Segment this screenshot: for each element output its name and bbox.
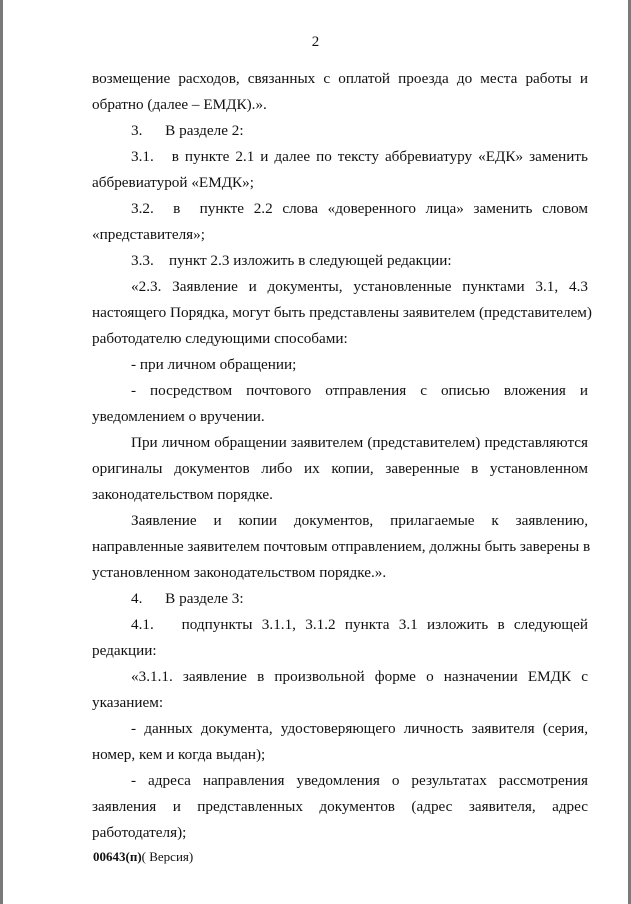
- text-line: уведомлением о вручении.: [92, 408, 265, 425]
- text-line: «представителя»;: [92, 226, 205, 243]
- text-line: оригиналы документов либо их копии, заверенные в установленном: [92, 460, 588, 477]
- list-item: - посредством почтового отправления с описью вложения и: [131, 382, 588, 399]
- text-line: установленном законодательством порядке.».: [92, 564, 387, 581]
- section-heading: 4. В разделе 3:: [131, 590, 244, 607]
- text-line: редакции:: [92, 642, 157, 659]
- list-item: - при личном обращении;: [131, 356, 297, 373]
- section-heading: 3. В разделе 2:: [131, 122, 244, 139]
- text-line: настоящего Порядка, могут быть представлены заявителем (представителем): [92, 304, 592, 321]
- text-line: «2.3. Заявление и документы, установленные пунктами 3.1, 4.3: [131, 278, 588, 295]
- text-line: работодателю следующими способами:: [92, 330, 348, 347]
- text-line: Заявление и копии документов, прилагаемые к заявлению,: [131, 512, 588, 529]
- text-line: 4.1. подпункты 3.1.1, 3.1.2 пункта 3.1 изложить в следующей: [131, 616, 588, 633]
- list-item: - адреса направления уведомления о результатах рассмотрения: [131, 772, 588, 789]
- text-line: обратно (далее – ЕМДК).».: [92, 96, 267, 113]
- document-code: 00643(п): [93, 849, 142, 864]
- text-line: 3.1. в пункте 2.1 и далее по тексту аббревиатуру «ЕДК» заменить: [131, 148, 588, 165]
- list-item: - данных документа, удостоверяющего личность заявителя (серия,: [131, 720, 588, 737]
- text-line: «3.1.1. заявление в произвольной форме о назначении ЕМДК с: [131, 668, 588, 685]
- text-line: номер, кем и когда выдан);: [92, 746, 266, 763]
- text-line: 3.3. пункт 2.3 изложить в следующей редакции:: [131, 252, 452, 269]
- text-line: аббревиатурой «ЕМДК»;: [92, 174, 254, 191]
- text-line: работодателя);: [92, 824, 187, 841]
- text-line: заявления и представленных документов (адрес заявителя, адрес: [92, 798, 588, 815]
- text-line: направленные заявителем почтовым отправлением, должны быть заверены в: [92, 538, 591, 555]
- document-version: ( Версия): [141, 849, 194, 864]
- document-footer: [93, 849, 193, 865]
- text-line: При личном обращении заявителем (представителем) представляются: [131, 434, 588, 451]
- text-line: возмещение расходов, связанных с оплатой проезда до места работы и: [92, 70, 588, 87]
- scan-edge-left: [0, 0, 3, 904]
- text-line: 3.2. в пункте 2.2 слова «доверенного лица» заменить словом: [131, 200, 588, 217]
- text-line: указанием:: [92, 694, 164, 711]
- page-number: 2: [311, 34, 320, 50]
- text-line: законодательством порядке.: [92, 486, 273, 503]
